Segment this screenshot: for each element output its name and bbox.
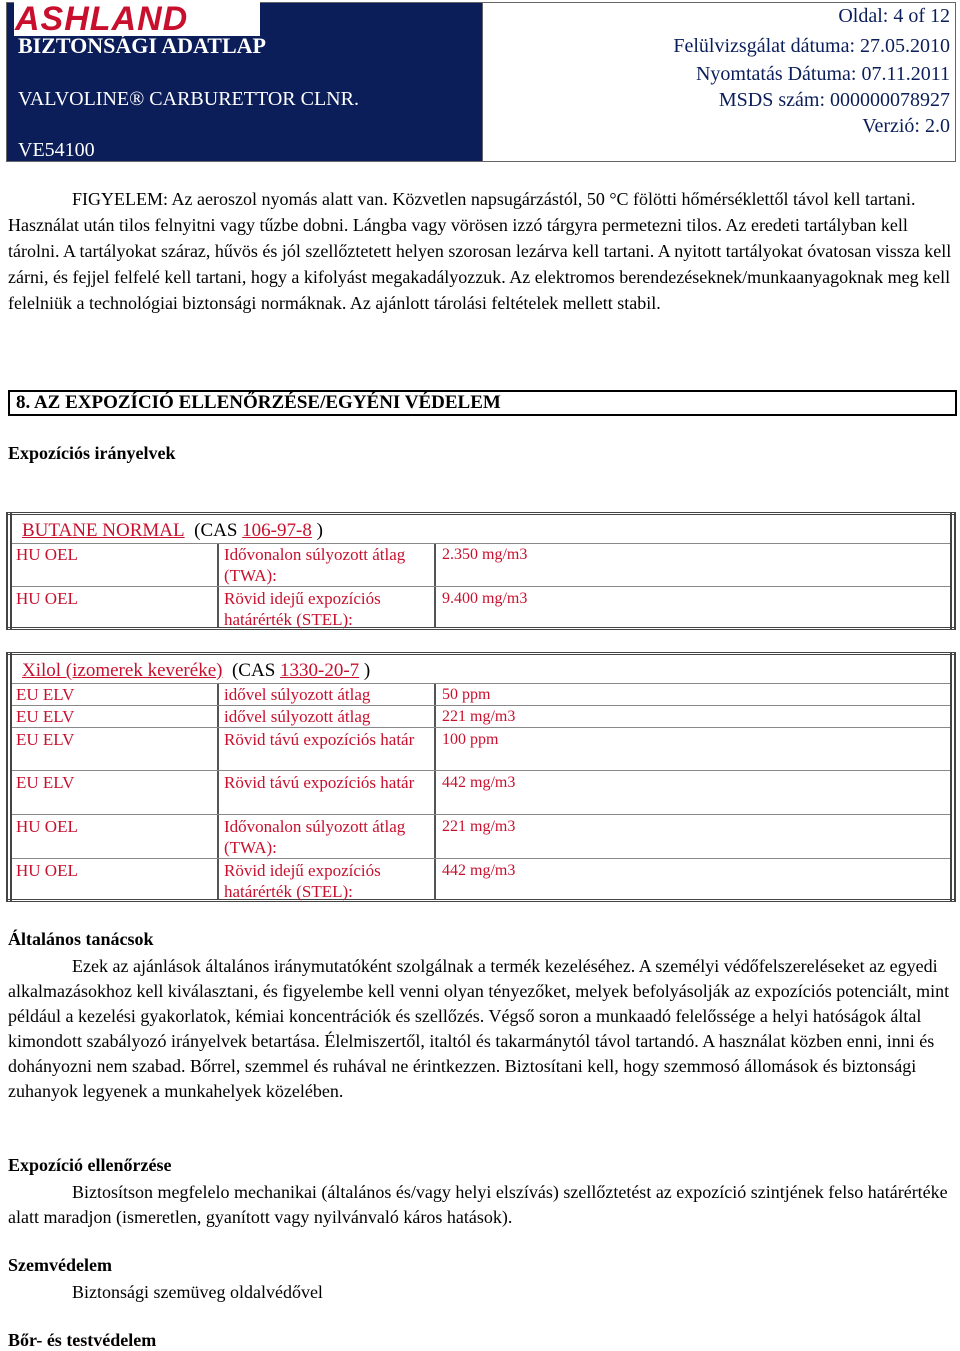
substance-title	[22, 659, 370, 683]
exposure-source: EU ELV	[16, 707, 75, 726]
exposure-source: HU OEL	[16, 817, 78, 836]
row-divider	[12, 858, 950, 859]
section-8-heading: 8. AZ EXPOZÍCIÓ ELLENŐRZÉSE/EGYÉNI VÉDELEM	[8, 390, 957, 416]
column-divider	[434, 683, 436, 899]
substance-title	[22, 519, 323, 543]
revision-date: Felülvizsgálat dátuma: 27.05.2010	[673, 35, 950, 57]
logo-text: ASHLAND	[15, 0, 189, 38]
exposure-source: EU ELV	[16, 730, 75, 749]
exposure-type: Idővonalon súlyozott átlag (TWA):	[224, 817, 406, 857]
exposure-control-heading: Expozíció ellenőrzése	[8, 1155, 172, 1175]
print-date: Nyomtatás Dátuma: 07.11.2011	[695, 63, 950, 85]
row-divider	[12, 586, 950, 587]
exposure-value: 442 mg/m3	[442, 862, 516, 879]
product-name: VALVOLINE® CARBURETTOR CLNR.	[18, 88, 359, 110]
exposure-value: 221 mg/m3	[442, 708, 516, 725]
exposure-source: EU ELV	[16, 685, 75, 704]
exposure-value: 221 mg/m3	[442, 818, 516, 835]
table-top-border	[6, 652, 956, 655]
cas-suffix: )	[311, 520, 323, 541]
exposure-type: idővel súlyozott átlag	[224, 707, 371, 726]
exposure-type: idővel súlyozott átlag	[224, 685, 371, 704]
table-bottom-border	[6, 899, 956, 902]
storage-warning-paragraph: FIGYELEM: Az aeroszol nyomás alatt van. Közvetlen napsugárzástól, 50 °C fölötti hőmérséklettől távol kell tartani. Használat után tilos felnyitni vagy tűzbe dobni. Lángba vagy vörösen izzó tárgyra permetezni tilos. Az eredeti tartályban kell tárolni. A tartályokat száraz, hűvös és jól szellőztetett helyen szorosan lezárva kell tartani. A nyitott tartályokat óvatosan vissza kell zárni, és fejjel felfelé kell tartani, hogy a kifolyást megakadályozzuk. Az elektromos berendezéseknek/munkaanyagoknak meg kell felelniük a technológiai biztonsági normáknak. Az ajánlott tárolási feltételek mellett stabil.	[8, 189, 952, 313]
row-divider	[12, 727, 950, 728]
substance-name: BUTANE NORMAL	[22, 520, 185, 541]
exposure-value: 100 ppm	[442, 731, 499, 748]
eye-protection-text: Biztonsági szemüveg oldalvédővel	[72, 1282, 323, 1302]
cas-prefix: (CAS	[231, 660, 281, 681]
exposure-source: HU OEL	[16, 861, 78, 880]
cas-number: 106-97-8	[242, 520, 312, 541]
version: Verzió: 2.0	[862, 115, 950, 137]
exposure-type: Rövid távú expozíciós határ	[224, 730, 415, 749]
skin-protection-heading: Bőr- és testvédelem	[8, 1330, 157, 1350]
ashland-logo	[14, 2, 260, 36]
cas-suffix: )	[359, 660, 371, 681]
exposure-control-text: Biztosítson megfelelo mechanikai (általános és/vagy helyi elszívás) szellőztetést az expozíció szintjének felso határértéke alatt maradjon (ismeretlen, gyanított vagy nyilvánvaló káros hatások).	[8, 1182, 948, 1227]
exposure-value: 9.400 mg/m3	[442, 590, 528, 607]
table-top-border	[6, 512, 956, 515]
column-divider	[434, 543, 436, 627]
product-code: VE54100	[18, 139, 95, 161]
row-divider	[12, 814, 950, 815]
row-divider	[12, 770, 950, 771]
table-bottom-border	[6, 627, 956, 630]
xylene-exposure-table	[6, 652, 956, 902]
exposure-value: 2.350 mg/m3	[442, 546, 528, 563]
msds-number: MSDS szám: 000000078927	[718, 89, 950, 111]
butane-exposure-table	[6, 512, 956, 630]
exposure-source: EU ELV	[16, 773, 75, 792]
eye-protection-heading: Szemvédelem	[8, 1255, 112, 1275]
exposure-type: Rövid távú expozíciós határ	[224, 773, 415, 792]
substance-name: Xilol (izomerek keveréke)	[22, 660, 223, 681]
cas-number: 1330-20-7	[280, 660, 360, 681]
document-title: BIZTONSÁGI ADATLAP	[18, 33, 266, 58]
page-number: Oldal: 4 of 12	[838, 5, 950, 27]
column-divider	[217, 683, 219, 899]
exposure-type: Rövid idejű expozíciós határérték (STEL):	[224, 861, 381, 901]
exposure-type: Idővonalon súlyozott átlag (TWA):	[224, 545, 406, 585]
exposure-guidelines-heading: Expozíciós irányelvek	[8, 443, 176, 463]
general-advice-text: Ezek az ajánlások általános iránymutatóként szolgálnak a termék kezeléséhez. A személyi védőfelszereléseket az egyedi alkalmazásokhoz kell kiválasztani, és figyelembe kell venni olyan tényezőket, melyek befolyásolják az expozíciós potenciált, mint például a kezelési gyakorlatok, kémiai koncentrációk és szellőzés. Végső soron a munkaadó felelőssége a helyi hatóságok által kimondott szabályozó irányelvek betartása. Élelmiszertől, italtól és takarmánytól távol tartandó. A használat közben enni, inni és dohányozni nem szabad. Bőrrel, szemmel és ruhával ne érintkezzen. Biztosítani kell, hogy szemmosó állomások és biztonsági zuhanyok legyenek a munkahelyek közelében.	[8, 956, 950, 1101]
exposure-source: HU OEL	[16, 545, 78, 564]
cas-prefix: (CAS	[194, 520, 243, 541]
column-divider	[217, 543, 219, 627]
exposure-type: Rövid idejű expozíciós határérték (STEL):	[224, 589, 381, 629]
general-advice-heading: Általános tanácsok	[8, 929, 154, 949]
exposure-source: HU OEL	[16, 589, 78, 608]
exposure-value: 442 mg/m3	[442, 774, 516, 791]
exposure-value: 50 ppm	[442, 686, 491, 703]
